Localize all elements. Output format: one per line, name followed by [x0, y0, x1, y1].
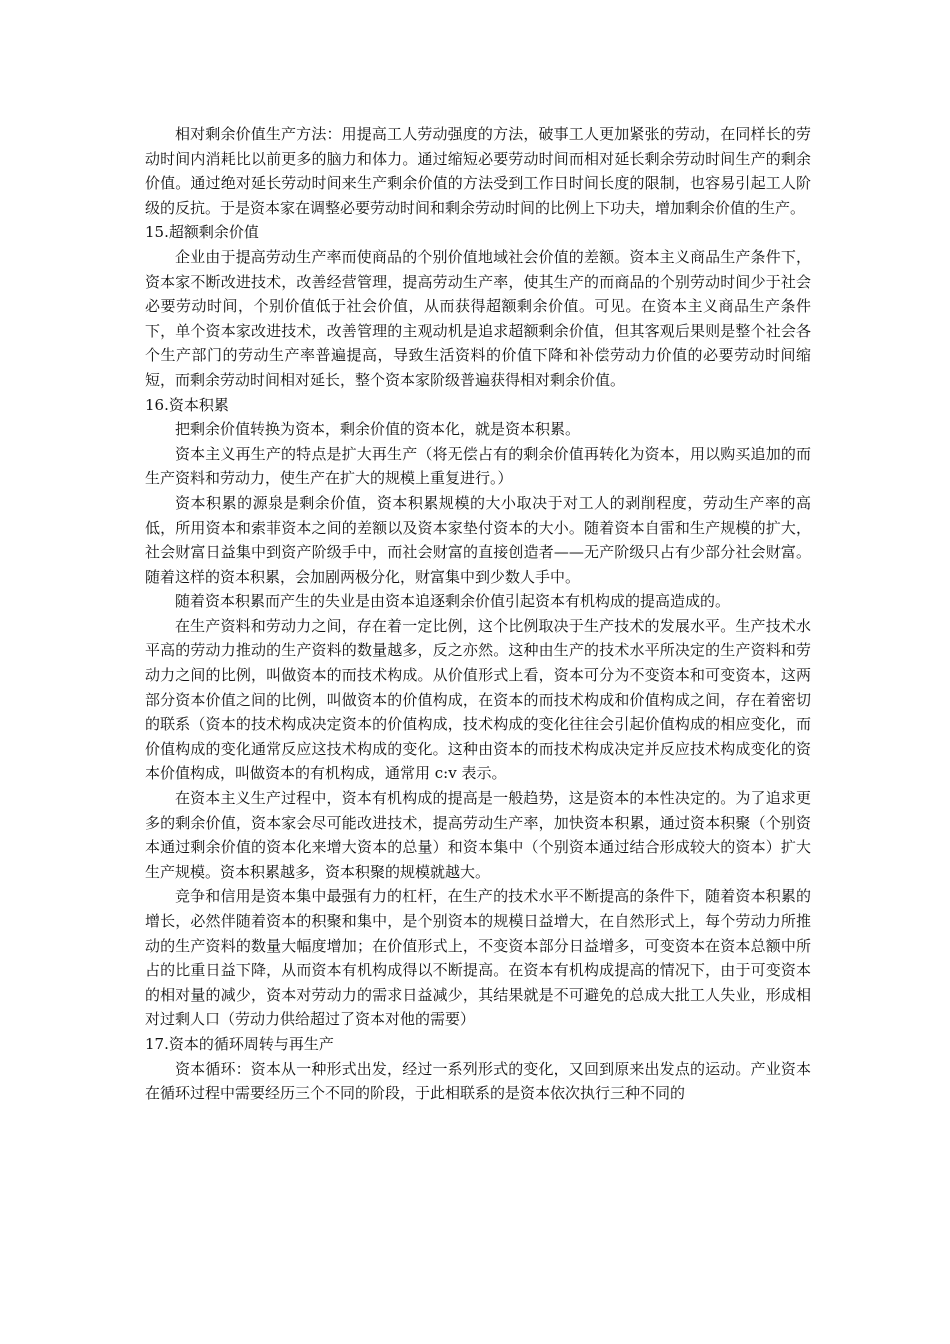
heading-17: 17.资本的循环周转与再生产	[145, 1034, 334, 1053]
heading-16: 16.资本积累	[145, 395, 229, 414]
paragraph-relative-surplus-method: 相对剩余价值生产方法：用提高工人劳动强度的方法，破事工人更加紧张的劳动，在同样长的劳动时间内消耗比以前更多的脑力和体力。通过缩短必要劳动时间而相对延长剩余劳动时间生产的剩余价值。通过绝对延长劳动时间来生产剩余价值的方法受到工作日时间长度的限制，也容易引起工人阶级的反抗。于是资本家在调整必要劳动时间和剩余劳动时间的比例上下功夫，增加剩余价值的生产。	[145, 125, 811, 217]
paragraph-capital-accumulation-def: 把剩余价值转换为资本，剩余价值的资本化，就是资本积累。	[175, 420, 581, 439]
paragraph-organic-composition: 在生产资料和劳动力之间，存在着一定比例，这个比例取决于生产技术的发展水平。生产技术水平高的劳动力推动的生产资料的数量越多，反之亦然。这种由生产的技术水平所决定的生产资料和劳动力之间的比例，叫做资本的而技术构成。从价值形式上看，资本可分为不变资本和可变资本，这两部分资本价值之间的比例，叫做资本的价值构成，在资本的而技术构成和价值构成之间，存在着密切的联系（资本的技术构成决定资本的价值构成，技术构成的变化往往会引起价值构成的相应变化，而价值构成的变化通常反应这技术构成的变化。这种由资本的而技术构成决定并反应技术构成变化的资本价值构成，叫做资本的有机构成，通常用 c:v 表示。	[145, 616, 811, 783]
paragraph-capital-circulation: 资本循环：资本从一种形式出发，经过一系列形式的变化，又回到原来出发点的运动。产业资本在循环过程中需要经历三个不同的阶段，于此相联系的是资本依次执行三种不同的	[145, 1059, 811, 1103]
paragraph-competition-credit: 竞争和信用是资本集中最强有力的杠杆，在生产的技术水平不断提高的条件下，随着资本积累的增长，必然伴随着资本的积聚和集中，是个别资本的规模日益增大，在自然形式上，每个劳动力所推动的生产资料的数量大幅度增加；在价值形式上，不变资本部分日益增多，可变资本在资本总额中所占的比重日益下降，从而资本有机构成得以不断提高。在资本有机构成提高的情况下，由于可变资本的相对量的减少，资本对劳动力的需求日益减少，其结果就是不可避免的总成大批工人失业，形成相对过剩人口（劳动力供给超过了资本对他的需要）	[145, 887, 811, 1029]
paragraph-general-trend: 在资本主义生产过程中，资本有机构成的提高是一般趋势，这是资本的本性决定的。为了追求更多的剩余价值，资本家会尽可能改进技术，提高劳动生产率，加快资本积累，通过资本积聚（个别资本通过剩余价值的资本化来增大资本的总量）和资本集中（个别资本通过结合形成较大的资本）扩大生产规模。资本积累越多，资本积聚的规模就越大。	[145, 789, 811, 881]
paragraph-unemployment: 随着资本积累而产生的失业是由资本追逐剩余价值引起资本有机构成的提高造成的。	[175, 592, 731, 611]
heading-15: 15.超额剩余价值	[145, 223, 259, 242]
paragraph-excess-surplus-value: 企业由于提高劳动生产率而使商品的个别价值地域社会价值的差额。资本主义商品生产条件下，资本家不断改进技术，改善经营管理，提高劳动生产率，使其生产的而商品的个别劳动时间少于社会必要劳动时间，个别价值低于社会价值，从而获得超额剩余价值。可见。在资本主义商品生产条件下，单个资本家改进技术，改善管理的主观动机是追求超额剩余价值，但其客观后果则是整个社会各个生产部门的劳动生产率普遍提高，导致生活资料的价值下降和补偿劳动力价值的必要劳动时间缩短，而剩余劳动时间相对延长，整个资本家阶级普遍获得相对剩余价值。	[145, 247, 811, 389]
paragraph-accumulation-source: 资本积累的源泉是剩余价值，资本积累规模的大小取决于对工人的剥削程度，劳动生产率的高低，所用资本和索菲资本之间的差额以及资本家垫付资本的大小。随着资本自雷和生产规模的扩大，社会财富日益集中到资产阶级手中，而社会财富的直接创造者——无产阶级只占有少部分社会财富。随着这样的资本积累，会加剧两极分化，财富集中到少数人手中。	[145, 493, 811, 586]
document-body	[145, 122, 811, 1106]
paragraph-expanded-reproduction: 资本主义再生产的特点是扩大再生产（将无偿占有的剩余价值再转化为资本，用以购买追加的而生产资料和劳动力，使生产在扩大的规模上重复进行。）	[145, 444, 811, 488]
